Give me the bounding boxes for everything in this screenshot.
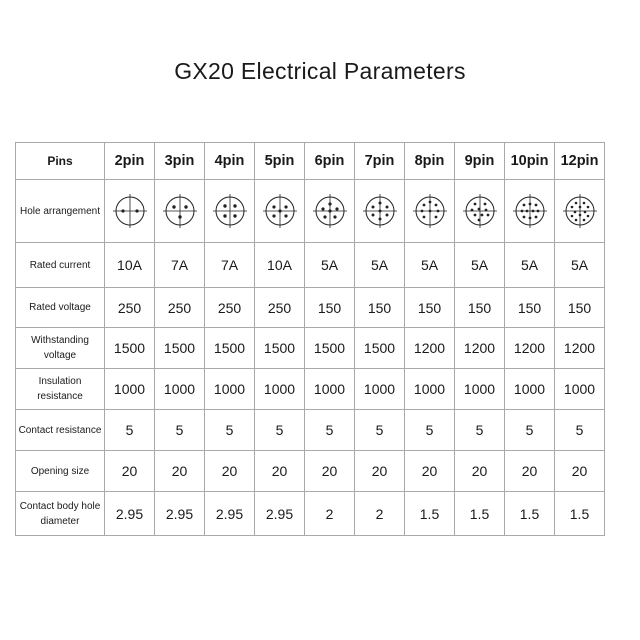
pin-header-4pin: 4pin — [205, 143, 255, 180]
table-cell: 20 — [405, 451, 455, 492]
table-cell: 1.5 — [405, 492, 455, 536]
pin-header-9pin: 9pin — [455, 143, 505, 180]
page-title: GX20 Electrical Parameters — [174, 58, 466, 84]
row-label-withstanding-voltage: Withstanding voltage — [16, 328, 105, 369]
table-cell: 1500 — [255, 328, 305, 369]
table-cell: 150 — [355, 288, 405, 328]
table-cell: 1000 — [405, 369, 455, 410]
pin-hole-diagram-icon — [312, 193, 348, 229]
pin-hole-diagram-icon — [162, 193, 198, 229]
table-cell: 5 — [355, 410, 405, 451]
hole-cell-9pin — [455, 180, 505, 243]
table-cell: 250 — [205, 288, 255, 328]
pin-hole-diagram-icon — [412, 193, 448, 229]
table-cell: 5 — [305, 410, 355, 451]
table-row-opening-size — [16, 451, 605, 492]
table-cell: 1200 — [505, 328, 555, 369]
table-cell: 5A — [455, 243, 505, 288]
table-cell: 1500 — [305, 328, 355, 369]
table-cell: 5 — [405, 410, 455, 451]
table-cell: 1000 — [455, 369, 505, 410]
table-cell: 1.5 — [455, 492, 505, 536]
table-cell: 1000 — [505, 369, 555, 410]
table-cell: 10A — [255, 243, 305, 288]
table-row-rated-voltage — [16, 288, 605, 328]
table-cell: 20 — [155, 451, 205, 492]
table-cell: 150 — [505, 288, 555, 328]
table-cell: 1000 — [555, 369, 605, 410]
table-cell: 5A — [405, 243, 455, 288]
table-cell: 5 — [505, 410, 555, 451]
table-cell: 150 — [405, 288, 455, 328]
table-cell: 20 — [305, 451, 355, 492]
table-cell: 7A — [205, 243, 255, 288]
table-row-contact-resistance — [16, 410, 605, 451]
row-label-contact-resistance: Contact resistance — [16, 410, 105, 451]
pin-hole-diagram-icon — [112, 193, 148, 229]
table-cell: 2 — [305, 492, 355, 536]
parameters-table — [15, 142, 605, 536]
table-cell: 1000 — [355, 369, 405, 410]
pin-hole-diagram-icon — [462, 193, 498, 229]
hole-cell-5pin — [255, 180, 305, 243]
table-cell: 250 — [155, 288, 205, 328]
table-cell: 2.95 — [155, 492, 205, 536]
table-cell: 1500 — [105, 328, 155, 369]
table-row-contact-body-hole-diameter — [16, 492, 605, 536]
hole-cell-2pin — [105, 180, 155, 243]
pin-hole-diagram-icon — [512, 193, 548, 229]
row-label-insulation-resistance: Insulation resistance — [16, 369, 105, 410]
table-cell: 5A — [505, 243, 555, 288]
pin-hole-diagram-icon — [362, 193, 398, 229]
table-row-rated-current — [16, 243, 605, 288]
table-cell: 250 — [105, 288, 155, 328]
row-label-opening-size: Opening size — [16, 451, 105, 492]
table-cell: 1000 — [255, 369, 305, 410]
table-cell: 1.5 — [505, 492, 555, 536]
table-cell: 5A — [555, 243, 605, 288]
table-cell: 20 — [355, 451, 405, 492]
hole-cell-4pin — [205, 180, 255, 243]
table-row-hole-arrangement — [16, 180, 605, 243]
table-cell: 20 — [255, 451, 305, 492]
table-cell: 5 — [105, 410, 155, 451]
table-cell: 7A — [155, 243, 205, 288]
table-cell: 1500 — [355, 328, 405, 369]
hole-cell-6pin — [305, 180, 355, 243]
table-cell: 150 — [305, 288, 355, 328]
table-cell: 5 — [155, 410, 205, 451]
table-cell: 5 — [455, 410, 505, 451]
table-cell: 1000 — [105, 369, 155, 410]
pin-header-6pin: 6pin — [305, 143, 355, 180]
table-row-withstanding-voltage — [16, 328, 605, 369]
table-cell: 1000 — [205, 369, 255, 410]
pin-header-10pin: 10pin — [505, 143, 555, 180]
table-cell: 20 — [555, 451, 605, 492]
table-cell: 1500 — [205, 328, 255, 369]
table-cell: 20 — [205, 451, 255, 492]
pin-hole-diagram-icon — [212, 193, 248, 229]
table-cell: 1500 — [155, 328, 205, 369]
row-label-hole-arrangement: Hole arrangement — [16, 180, 105, 243]
table-cell: 1.5 — [555, 492, 605, 536]
hole-cell-8pin — [405, 180, 455, 243]
pin-header-12pin: 12pin — [555, 143, 605, 180]
table-cell: 1200 — [405, 328, 455, 369]
table-cell: 2 — [355, 492, 405, 536]
table-cell: 5 — [205, 410, 255, 451]
table-cell: 2.95 — [255, 492, 305, 536]
pin-hole-diagram-icon — [562, 193, 598, 229]
table-cell: 1200 — [555, 328, 605, 369]
table-cell: 10A — [105, 243, 155, 288]
table-cell: 20 — [505, 451, 555, 492]
table-cell: 250 — [255, 288, 305, 328]
row-label-rated-voltage: Rated voltage — [16, 288, 105, 328]
hole-cell-12pin — [555, 180, 605, 243]
table-cell: 1000 — [155, 369, 205, 410]
pin-hole-diagram-icon — [262, 193, 298, 229]
table-cell: 5 — [555, 410, 605, 451]
hole-cell-3pin — [155, 180, 205, 243]
table-cell: 20 — [105, 451, 155, 492]
table-cell: 1200 — [455, 328, 505, 369]
table-cell: 2.95 — [205, 492, 255, 536]
row-label-rated-current: Rated current — [16, 243, 105, 288]
table-cell: 5A — [305, 243, 355, 288]
table-header-row — [16, 143, 605, 180]
pin-header-8pin: 8pin — [405, 143, 455, 180]
table-cell: 1000 — [305, 369, 355, 410]
pin-header-5pin: 5pin — [255, 143, 305, 180]
table-cell: 20 — [455, 451, 505, 492]
table-row-insulation-resistance — [16, 369, 605, 410]
hole-cell-10pin — [505, 180, 555, 243]
table-cell: 5A — [355, 243, 405, 288]
table-cell: 5 — [255, 410, 305, 451]
row-label-contact-body-hole-diameter: Contact body hole diameter — [16, 492, 105, 536]
table-cell: 150 — [455, 288, 505, 328]
table-cell: 2.95 — [105, 492, 155, 536]
pin-header-2pin: 2pin — [105, 143, 155, 180]
hole-cell-7pin — [355, 180, 405, 243]
pin-header-3pin: 3pin — [155, 143, 205, 180]
pin-header-7pin: 7pin — [355, 143, 405, 180]
table-cell: 150 — [555, 288, 605, 328]
header-label-pins: Pins — [16, 143, 105, 180]
